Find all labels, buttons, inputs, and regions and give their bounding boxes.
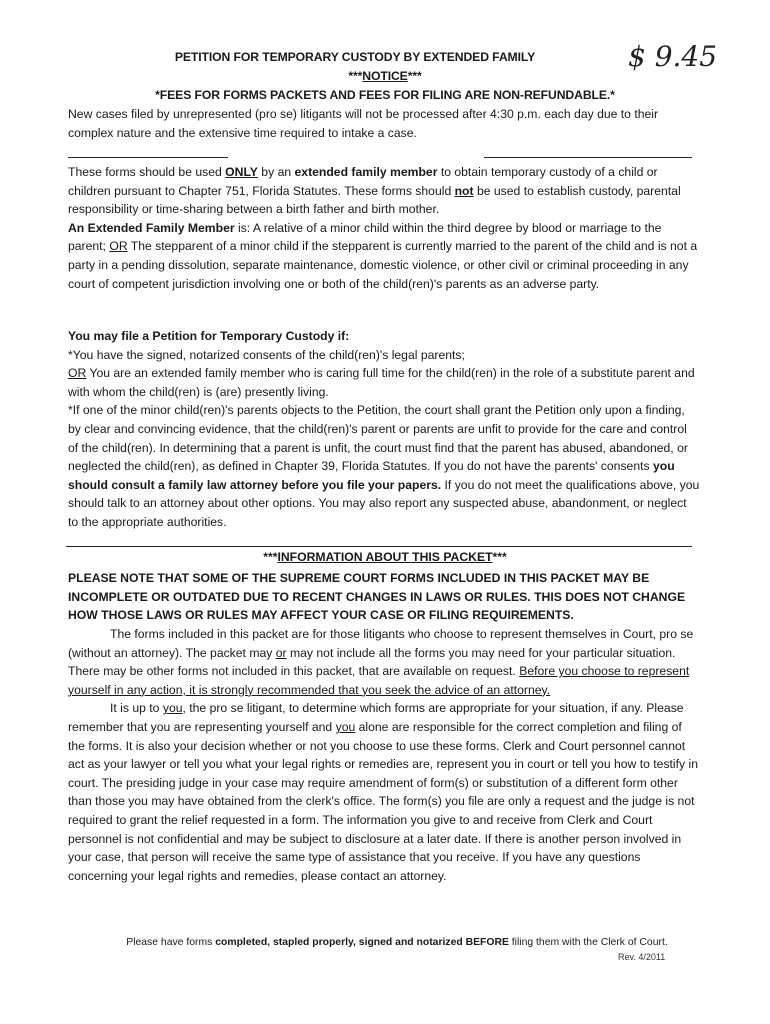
divider-left [68, 157, 228, 158]
divider-right [484, 157, 692, 158]
eligibility-section [68, 327, 700, 532]
intro-section [68, 163, 700, 293]
definition-paragraph: An Extended Family Member is: A relative of a minor child within the third degree by blood or marriage to the parent; OR The stepparent of a minor child if the stepparent is currently married to the parent of the child and is not a party in a pending dissolution, separate maintenance, domestic violence, or other civil or criminal proceeding in any court of competent jurisdiction involving one or both of the child(ren)'s parents as an adverse party. [68, 220, 698, 291]
intake-cutoff-notice: New cases filed by unrepresented (pro se) litigants will not be processed after 4:30 p.m. each day due to their complex nature and the extensive time required to intake a case. [68, 107, 659, 140]
eligibility-item-consent: *You have the signed, notarized consents of the child(ren)'s legal parents; [68, 347, 465, 362]
responsibility-paragraph: It is up to you, the pro se litigant, to determine which forms are appropriate for your situation, if any. Please remember that you are representing yourself and you alone are responsible for the correct completion and filing of the forms. It is also your decision whether or not you choose to use these forms. Clerk and Court personnel cannot act as your lawyer or tell you what your legal rights or remedies are, represent you in court or tell you how to testify in court. The presiding judge in your case may require amendment of form(s) or substitution of a different form other than those you may have obtained from the clerk's office. The form(s) you file are only a request and the judge is not required to grant the relief requested in a form. The information you give to and receive from Clerk and Court personnel is not confidential and may be subject to disclosure at a later date. If there is another person involved in your case, that person will receive the same type of assistance that you receive. If you have any questions concerning your legal rights and remedies, please contact an attorney. [68, 701, 698, 883]
eligibility-heading: You may file a Petition for Temporary Custody if: [68, 329, 350, 343]
pro-se-paragraph: The forms included in this packet are for those litigants who choose to represent themselves in Court, pro se (without an attorney). The packet may or may not include all the forms you may need for your particular situation. There may be other forms not included in this packet, that are available on request. Before you choose to represent yourself in any action, it is strongly recommended that you seek the advice of an attorney. [68, 627, 694, 697]
revision-date: Rev. 4/2011 [618, 952, 666, 962]
section-divider [66, 546, 692, 547]
eligibility-item-caregiver: OR You are an extended family member who is caring full time for the child(ren) in the role of a substitute parent and with whom the child(ren) is (are) presently living. [68, 366, 695, 399]
fees-notice: *FEES FOR FORMS PACKETS AND FEES FOR FILING ARE NON-REFUNDABLE.* [155, 88, 615, 102]
filing-instructions-footer: Please have forms completed, stapled properly, signed and notarized BEFORE filing them with the Clerk of Court. [126, 937, 668, 948]
document-title: PETITION FOR TEMPORARY CUSTODY BY EXTENDED FAMILY [174, 50, 536, 64]
eligibility-item-objection: *If one of the minor child(ren)'s parents objects to the Petition, the court shall grant the Petition only upon a finding, by clear and convincing evidence, that the child(ren)'s parent or parents are unfit to provide for the care and control of the child(ren). In determining that a parent is unfit, the court must find that the parent has abused, abandoned, or neglected the child(ren), as defined in Chapter 39, Florida Statutes. If you do not have the parents' consents you should consult a family law attorney before you file your papers. If you do not meet the qualifications above, you should talk to an attorney about other options. You may also report any suspected abuse, abandonment, or neglect to the appropriate authorities. [68, 403, 700, 529]
info-heading: ***INFORMATION ABOUT THIS PACKET*** [263, 550, 507, 564]
outdated-forms-warning: PLEASE NOTE THAT SOME OF THE SUPREME COURT FORMS INCLUDED IN THIS PACKET MAY BE INCOMPLETE OR OUTDATED DUE TO RECENT CHANGES IN LAWS OR RULES. THIS DOES NOT CHANGE HOW THOSE LAWS OR RULES MAY AFFECT YOUR CASE OR FILING REQUIREMENTS. [68, 571, 686, 623]
notice-heading: ***NOTICE*** [348, 69, 422, 83]
svg-text:$ 9.45: $ 9.45 [628, 40, 718, 73]
info-section [68, 625, 700, 885]
usage-paragraph: These forms should be used ONLY by an extended family member to obtain temporary custody of a child or children pursuant to Chapter 751, Florida Statutes. These forms should not be used to establish custody, parental responsibility or time-sharing between a birth father and birth mother. [68, 165, 681, 217]
